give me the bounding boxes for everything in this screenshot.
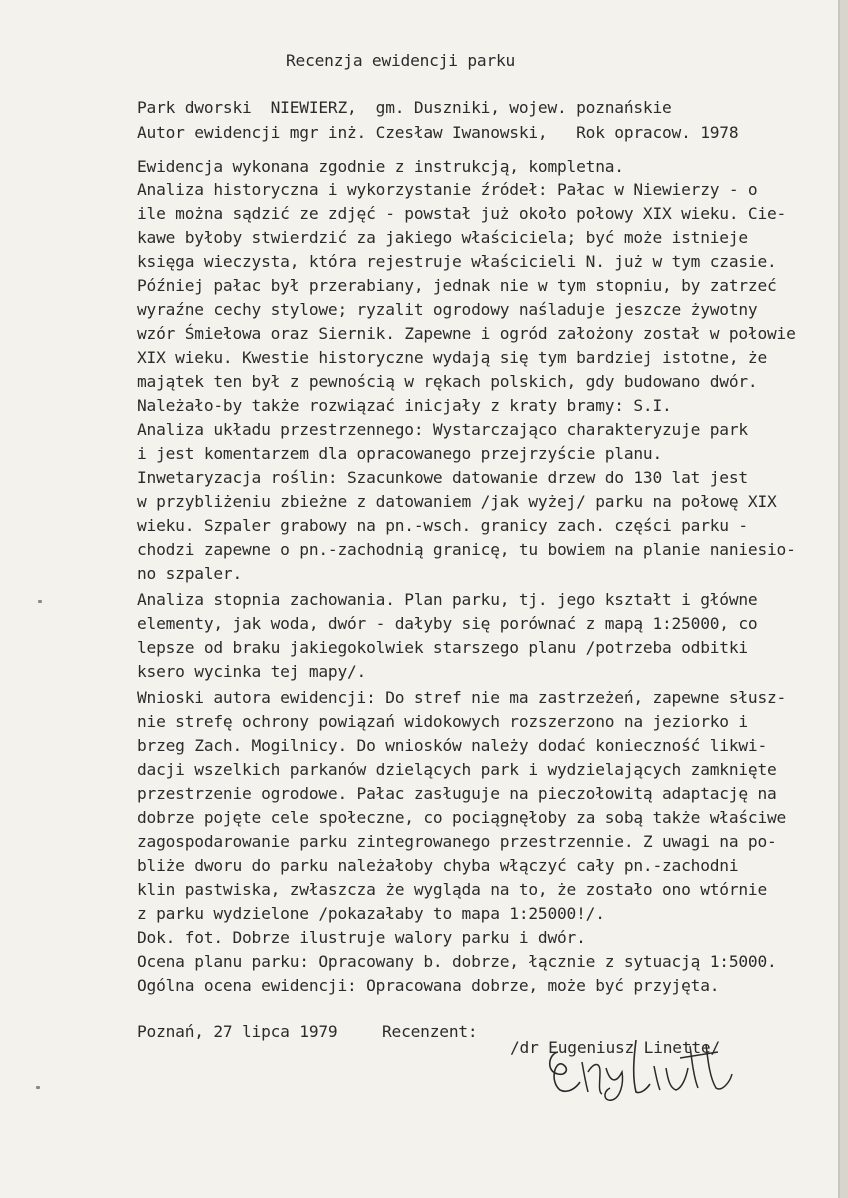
body-line: chodzi zapewne o pn.-zachodnią granicę, tu bowiem na planie naniesio-	[137, 540, 796, 559]
body-line: dacji wszelkich parkanów dzielących park i wydzielających zamknięte	[137, 760, 777, 779]
body-line: ile można sądzić ze zdjęć - powstał już około połowy XIX wieku. Cie-	[137, 204, 787, 223]
body-line: Analiza układu przestrzennego: Wystarczająco charakteryzuje park	[137, 420, 748, 439]
body-line: Ocena planu parku: Opracowany b. dobrze, łącznie z sytuacją 1:5000.	[137, 952, 777, 971]
body-line: wyraźne cechy stylowe; ryzalit ogrodowy naśladuje jeszcze żywotny	[137, 300, 758, 319]
body-line: w przybliżeniu zbieżne z datowaniem /jak wyżej/ parku na połowę XIX	[137, 492, 777, 511]
body-line: XIX wieku. Kwestie historyczne wydają się tym bardziej istotne, że	[137, 348, 768, 367]
body-line: nie strefę ochrony powiązań widokowych rozszerzono na jeziorko i	[137, 712, 748, 731]
body-line: Analiza historyczna i wykorzystanie źródeł: Pałac w Niewierzy - o	[137, 180, 758, 199]
body-line: Należało-by także rozwiązać inicjały z kraty bramy: S.I.	[137, 396, 672, 415]
body-line: ksero wycinka tej mapy/.	[137, 662, 367, 681]
body-line: zagospodarowanie parku zintegrowanego przestrzennie. Z uwagi na po-	[137, 832, 777, 851]
body-line: Analiza stopnia zachowania. Plan parku, tj. jego kształt i główne	[137, 590, 758, 609]
document-title: Recenzja ewidencji parku	[286, 51, 516, 70]
body-line: i jest komentarzem dla opracowanego przejrzyście planu.	[137, 444, 663, 463]
body-line: księga wieczysta, która rejestruje właścicieli N. już w tym czasie.	[137, 252, 777, 271]
body-line: lepsze od braku jakiegokolwiek starszego planu /potrzeba odbitki	[137, 638, 748, 657]
body-line: klin pastwiska, zwłaszcza że wygląda na to, że zostało ono wtórnie	[137, 880, 768, 899]
body-line: elementy, jak woda, dwór - dałyby się porównać z mapą 1:25000, co	[137, 614, 758, 633]
place-date: Poznań, 27 lipca 1979	[137, 1022, 338, 1041]
body-line: kawe byłoby stwierdzić za jakiego właściciela; być może istnieje	[137, 228, 748, 247]
header-line: Park dworski NIEWIERZ, gm. Duszniki, wojew. poznańskie	[137, 98, 672, 117]
reviewer-name: /dr Eugeniusz Linette/	[510, 1038, 721, 1057]
body-line: Wnioski autora ewidencji: Do stref nie ma zastrzeżeń, zapewne słusz-	[137, 688, 787, 707]
body-line: Dok. fot. Dobrze ilustruje walory parku i dwór.	[137, 928, 586, 947]
body-line: Ogólna ocena ewidencji: Opracowana dobrze, może być przyjęta.	[137, 976, 720, 995]
body-line: Inwetaryzacja roślin: Szacunkowe datowanie drzew do 130 lat jest	[137, 468, 748, 487]
body-line: Później pałac był przerabiany, jednak nie w tym stopniu, by zatrzeć	[137, 276, 777, 295]
body-line: majątek ten był z pewnością w rękach polskich, gdy budowano dwór.	[137, 372, 758, 391]
body-line: no szpaler.	[137, 564, 243, 583]
body-line: przestrzenie ogrodowe. Pałac zasługuje na pieczołowitą adaptację na	[137, 784, 777, 803]
reviewer-label: Recenzent:	[382, 1022, 478, 1041]
body-line: bliże dworu do parku należałoby chyba włączyć cały pn.-zachodni	[137, 856, 739, 875]
body-line: Ewidencja wykonana zgodnie z instrukcją, kompletna.	[137, 157, 624, 176]
punch-hole-mark	[38, 600, 42, 603]
body-line: wzór Śmiełowa oraz Siernik. Zapewne i ogród założony został w połowie	[137, 324, 796, 343]
punch-hole-mark	[36, 1086, 40, 1089]
header-line: Autor ewidencji mgr inż. Czesław Iwanowski, Rok opracow. 1978	[137, 123, 739, 142]
body-line: dobrze pojęte cele społeczne, co pociągnęłoby za sobą także właściwe	[137, 808, 787, 827]
body-line: wieku. Szpaler grabowy na pn.-wsch. granicy zach. części parku -	[137, 516, 748, 535]
handwritten-signature	[540, 1032, 750, 1102]
body-line: brzeg Zach. Mogilnicy. Do wniosków należy dodać konieczność likwi-	[137, 736, 768, 755]
body-line: z parku wydzielone /pokazałaby to mapa 1:25000!/.	[137, 904, 605, 923]
